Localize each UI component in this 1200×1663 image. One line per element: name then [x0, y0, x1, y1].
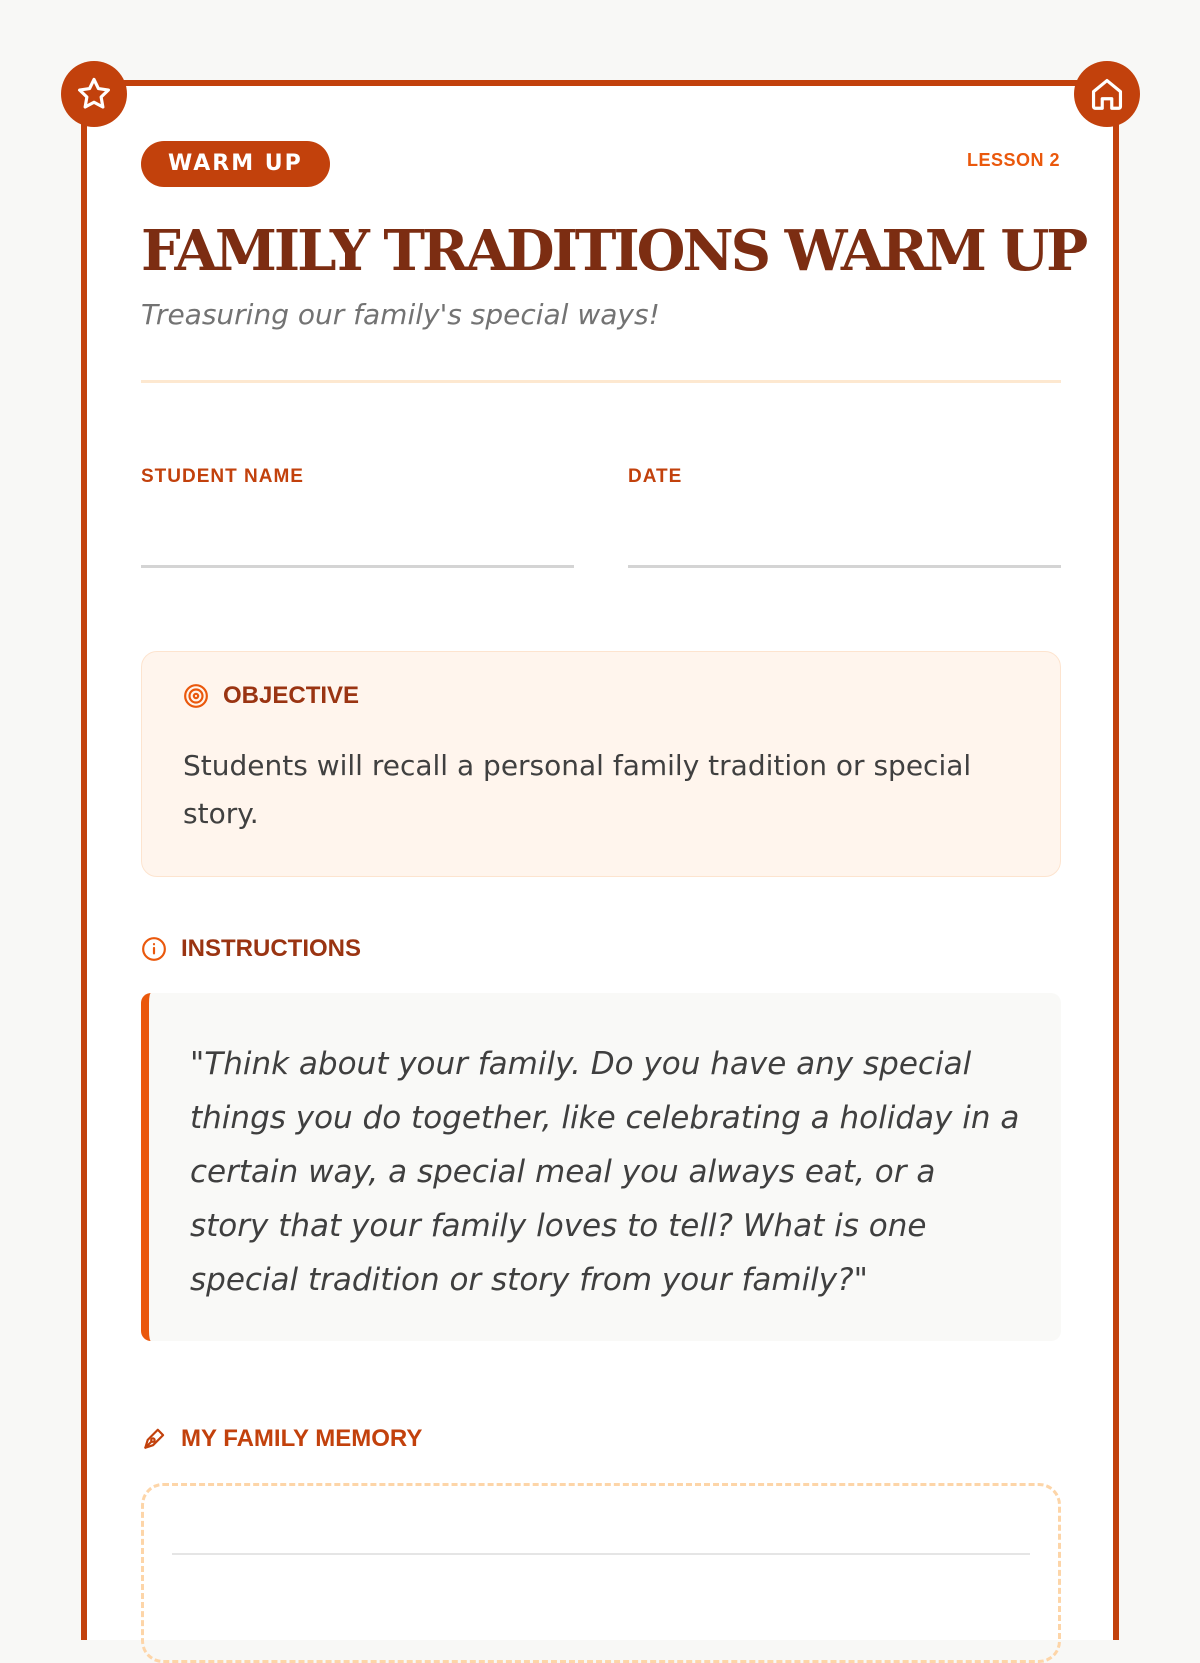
date-field[interactable] [628, 565, 1061, 568]
student-name-label: STUDENT NAME [141, 466, 304, 487]
objective-text: Students will recall a personal family tradition or special story. [183, 749, 972, 830]
page-title: FAMILY TRADITIONS WARM UP [141, 218, 1086, 284]
header-divider [141, 380, 1061, 383]
instructions-quote: "Think about your family. Do you have any special things you do together, like celebrating a holiday in a certain way, a special meal you always eat, or a story that your family loves to tell? What is one special tradition or story from your family?" [141, 993, 1061, 1341]
family-memory-answer-box[interactable] [141, 1483, 1061, 1663]
objective-panel [141, 651, 1061, 877]
answer-line [172, 1553, 1030, 1555]
star-corner-badge [61, 61, 127, 127]
objective-heading [183, 682, 359, 710]
student-name-field[interactable] [141, 565, 574, 568]
memory-heading [141, 1425, 422, 1453]
instructions-heading-label: INSTRUCTIONS [181, 935, 361, 962]
pen-icon [141, 1426, 167, 1452]
home-icon [1088, 75, 1126, 113]
target-icon [183, 683, 209, 709]
warm-up-badge: WARM UP [141, 141, 330, 187]
memory-heading-label: MY FAMILY MEMORY [181, 1425, 423, 1452]
instructions-heading [141, 935, 361, 963]
lesson-number: LESSON 2 [966, 150, 1060, 170]
objective-heading-label: OBJECTIVE [223, 682, 360, 709]
home-corner-button[interactable] [1074, 61, 1140, 127]
info-icon [141, 936, 167, 962]
page-subtitle: Treasuring our family's special ways! [141, 298, 660, 331]
date-label: DATE [628, 466, 683, 487]
star-icon [75, 75, 113, 113]
